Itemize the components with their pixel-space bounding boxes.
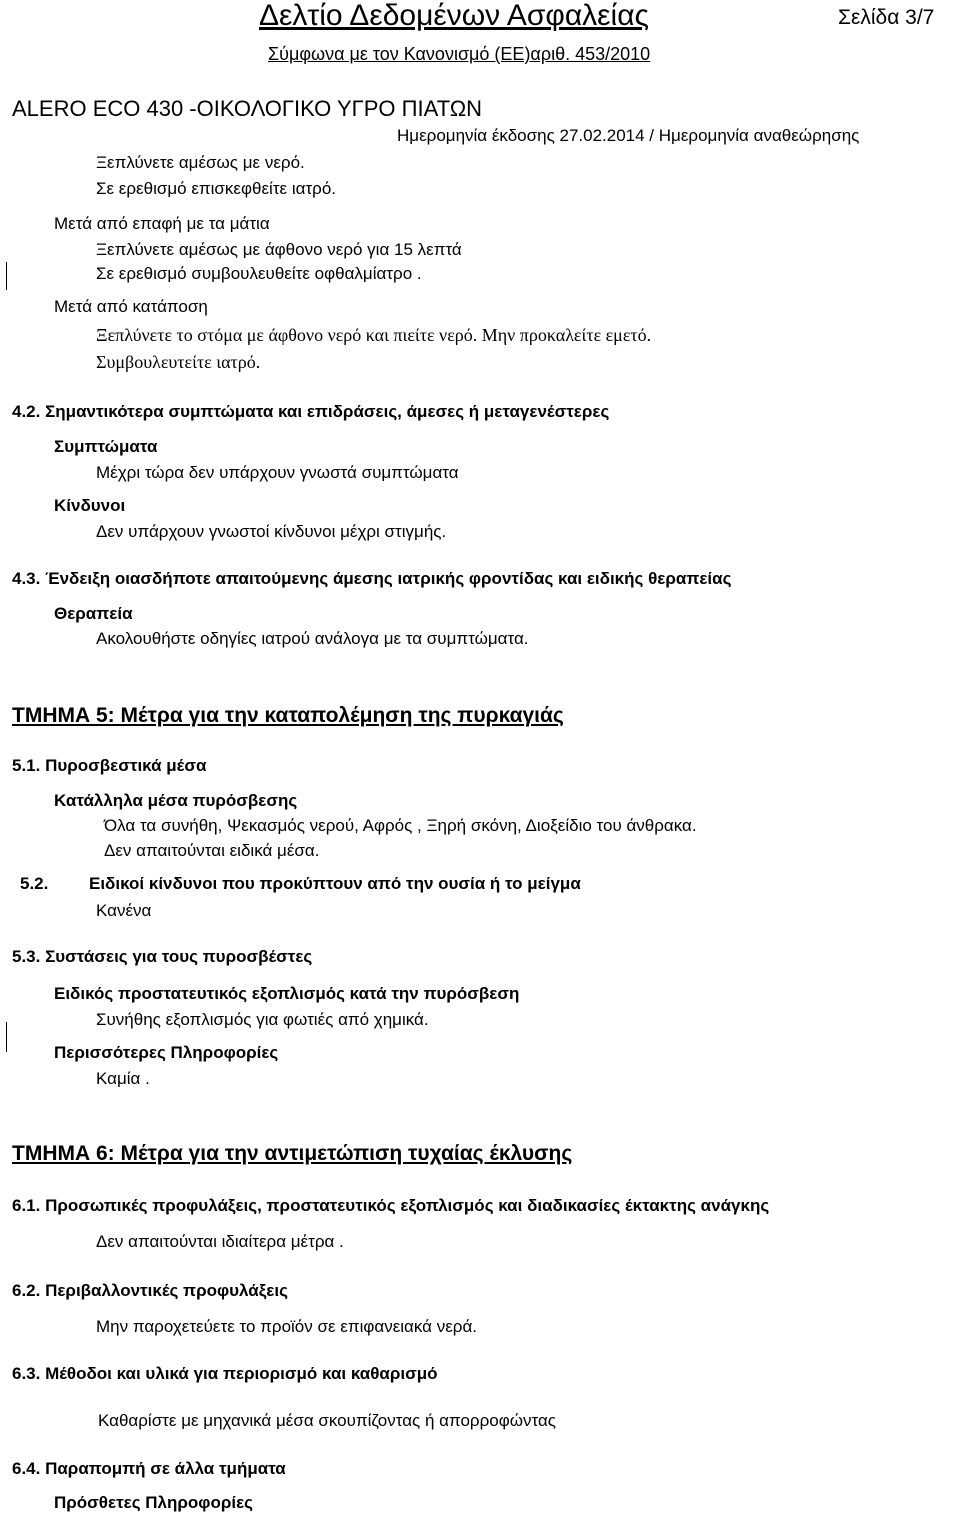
regulation-reference: Σύμφωνα με τον Κανονισμό (ΕΕ)αριθ. 453/2010	[268, 44, 651, 64]
therapy-text: Ακολουθήστε οδηγίες ιατρού ανάλογα με τα συμπτώματα.	[96, 629, 529, 648]
special-media-text: Δεν απαιτούνται ειδικά μέσα.	[104, 841, 320, 860]
hazards-heading: Κίνδυνοι	[54, 496, 126, 515]
section-5-title: ΤΜΗΜΑ 5: Μέτρα για την καταπολέμηση της πυρκαγιάς	[12, 704, 564, 727]
special-hazards-text: Κανένα	[96, 901, 152, 920]
eye-contact-text: Σε ερεθισμό συμβουλευθείτε οφθαλμίατρο .	[96, 264, 422, 283]
section-5-2-heading: Ειδικοί κίνδυνοι που προκύπτουν από την ουσία ή το μείγμα	[89, 874, 581, 893]
document-title: Δελτίο Δεδομένων Ασφαλείας	[259, 0, 650, 32]
eye-contact-heading: Μετά από επαφή με τα μάτια	[54, 214, 270, 233]
section-5-3-heading: 5.3. Συστάσεις για τους πυροσβέστες	[12, 947, 313, 966]
revision-bar	[6, 1022, 7, 1052]
ingestion-text: Συμβουλευτείτε ιατρό.	[96, 352, 261, 372]
section-6-1-heading: 6.1. Προσωπικές προφυλάξεις, προστατευτικός εξοπλισμός και διαδικασίες έκτακτης ανάγκης	[12, 1196, 770, 1215]
page-number: Σελίδα 3/7	[838, 6, 935, 29]
hazards-text: Δεν υπάρχουν γνωστοί κίνδυνοι μέχρι στιγμής.	[96, 522, 447, 541]
symptoms-text: Μέχρι τώρα δεν υπάρχουν γνωστά συμπτώματα	[96, 463, 459, 482]
section-5-1-heading: 5.1. Πυροσβεστικά μέσα	[12, 756, 207, 775]
section-6-title: ΤΜΗΜΑ 6: Μέτρα για την αντιμετώπιση τυχαίας έκλυσης	[12, 1142, 573, 1165]
section-4-3-heading: 4.3. Ένδειξη οιασδήποτε απαιτούμενης άμεσης ιατρικής φροντίδας και ειδικής θεραπείας	[12, 569, 732, 588]
section-6-4-heading: 6.4. Παραπομπή σε άλλα τμήματα	[12, 1459, 286, 1478]
suitable-media-heading: Κατάλληλα μέσα πυρόσβεσης	[54, 791, 298, 810]
revision-bar	[6, 262, 7, 290]
protective-equipment-heading: Ειδικός προστατευτικός εξοπλισμός κατά την πυρόσβεση	[54, 984, 520, 1003]
section-6-3-heading: 6.3. Μέθοδοι και υλικά για περιορισμό και καθαρισμό	[12, 1364, 438, 1383]
additional-info-heading: Πρόσθετες Πληροφορίες	[54, 1493, 253, 1512]
eye-contact-text: Ξεπλύνετε αμέσως με άφθονο νερό για 15 λεπτά	[96, 240, 462, 259]
suitable-media-text: Όλα τα συνήθη, Ψεκασμός νερού, Αφρός , Ξηρή σκόνη, Διοξείδιο του άνθρακα.	[104, 816, 697, 835]
section-5-2-number: 5.2.	[20, 874, 49, 893]
section-6-3-text: Καθαρίστε με μηχανικά μέσα σκουπίζοντας ή απορροφώντας	[98, 1411, 556, 1430]
section-6-1-text: Δεν απαιτούνται ιδιαίτερα μέτρα .	[96, 1232, 344, 1251]
symptoms-heading: Συμπτώματα	[54, 437, 158, 456]
section-6-2-text: Μην παροχετεύετε το προϊόν σε επιφανειακά νερά.	[96, 1317, 478, 1336]
section-4-2-heading: 4.2. Σημαντικότερα συμπτώματα και επιδράσεις, άμεσες ή μεταγενέστερες	[12, 402, 610, 421]
section-6-2-heading: 6.2. Περιβαλλοντικές προφυλάξεις	[12, 1281, 288, 1300]
more-info-heading: Περισσότερες Πληροφορίες	[54, 1043, 279, 1062]
first-aid-line: Ξεπλύνετε αμέσως με νερό.	[96, 153, 305, 172]
therapy-heading: Θεραπεία	[54, 604, 133, 623]
protective-equipment-text: Συνήθης εξοπλισμός για φωτιές από χημικά.	[96, 1010, 429, 1029]
ingestion-heading: Μετά από κατάποση	[54, 297, 208, 316]
product-name: ALERO ECO 430 -ΟΙΚΟΛΟΓΙΚΟ ΥΓΡΟ ΠΙΑΤΩΝ	[12, 96, 483, 121]
issue-revision-dates: Ημερομηνία έκδοσης 27.02.2014 / Ημερομηνία αναθεώρησης	[397, 126, 860, 145]
more-info-text: Καμία .	[96, 1069, 150, 1088]
ingestion-text: Ξεπλύνετε το στόμα με άφθονο νερό και πιείτε νερό. Μην προκαλείτε εμετό.	[96, 325, 652, 345]
first-aid-line: Σε ερεθισμό επισκεφθείτε ιατρό.	[96, 179, 337, 198]
